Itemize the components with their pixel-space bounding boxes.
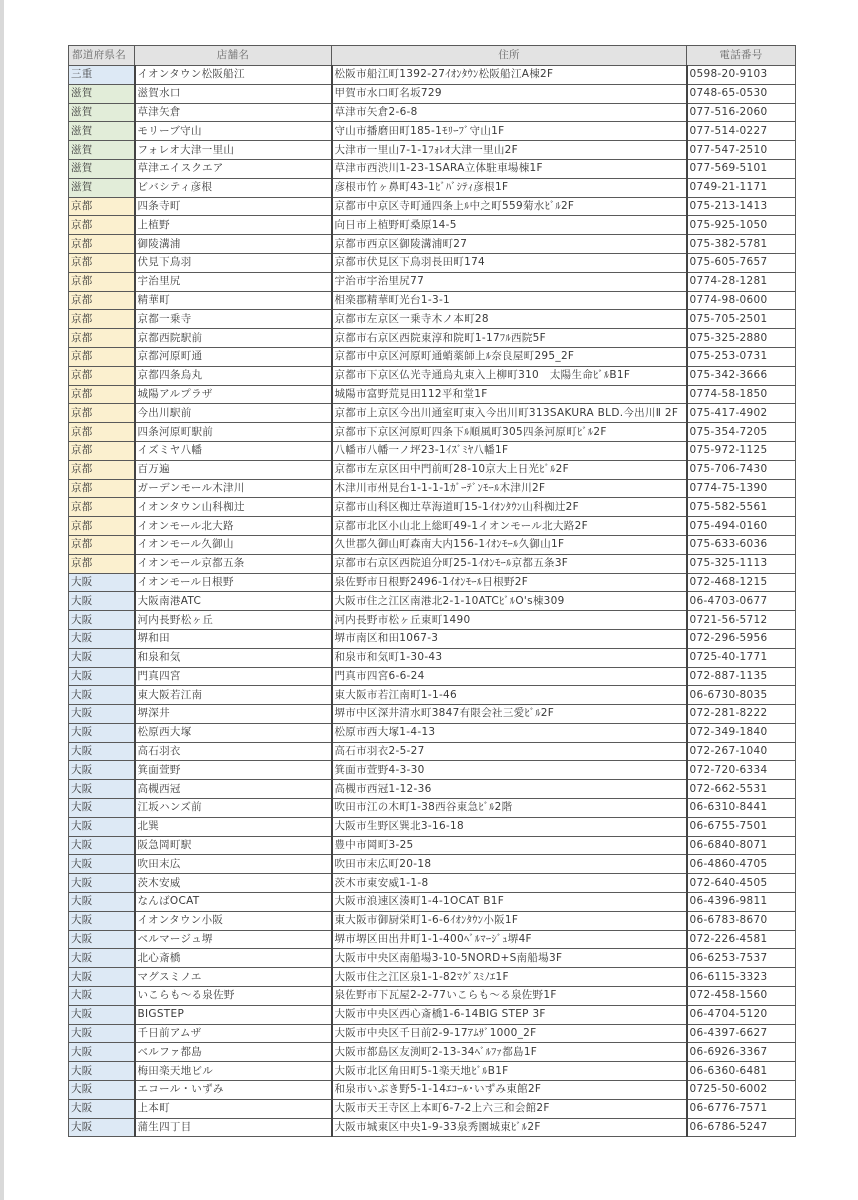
- prefecture-cell: 京都: [69, 517, 135, 536]
- table-row: [69, 1024, 796, 1043]
- prefecture-cell: 滋賀: [69, 122, 135, 141]
- address-cell: 木津川市州見台1-1-1-1ｶﾞｰﾃﾞﾝﾓｰﾙ木津川2F: [332, 479, 687, 498]
- phone-cell: 075-354-7205: [687, 423, 796, 442]
- prefecture-cell: 大阪: [69, 949, 135, 968]
- prefecture-cell: 滋賀: [69, 141, 135, 160]
- address-cell: 大阪市北区角田町5-1楽天地ﾋﾞﾙB1F: [332, 1062, 687, 1081]
- prefecture-cell: 大阪: [69, 1062, 135, 1081]
- store-name-cell: モリーブ守山: [135, 122, 332, 141]
- address-cell: 京都市西京区御陵溝浦町27: [332, 235, 687, 254]
- phone-cell: 075-605-7657: [687, 253, 796, 272]
- store-name-cell: 高槻西冠: [135, 780, 332, 799]
- store-name-cell: なんばOCAT: [135, 893, 332, 912]
- store-name-cell: 百万遍: [135, 460, 332, 479]
- prefecture-cell: 大阪: [69, 1081, 135, 1100]
- phone-cell: 06-4704-5120: [687, 1005, 796, 1024]
- store-name-cell: 京都西院駅前: [135, 329, 332, 348]
- store-name-cell: ビバシティ彦根: [135, 178, 332, 197]
- table-row: [69, 611, 796, 630]
- phone-cell: 0721-56-5712: [687, 611, 796, 630]
- address-cell: 草津市矢倉2-6-8: [332, 103, 687, 122]
- address-cell: 泉佐野市日根野2496-1ｲｵﾝﾓｰﾙ日根野2F: [332, 573, 687, 592]
- prefecture-cell: 大阪: [69, 836, 135, 855]
- store-name-cell: 草津矢倉: [135, 103, 332, 122]
- phone-cell: 06-6786-5247: [687, 1118, 796, 1137]
- prefecture-cell: 大阪: [69, 667, 135, 686]
- address-cell: 和泉市いぶき野5-1-14ｴｺｰﾙ･いずみ東館2F: [332, 1081, 687, 1100]
- table-row: [69, 742, 796, 761]
- prefecture-cell: 大阪: [69, 1005, 135, 1024]
- store-name-cell: 茨木安威: [135, 874, 332, 893]
- store-name-cell: 阪急岡町駅: [135, 836, 332, 855]
- store-name-cell: イオンモール京都五条: [135, 554, 332, 573]
- address-cell: 京都市上京区今出川通室町東入今出川町313SAKURA BLD.今出川Ⅱ 2F: [332, 404, 687, 423]
- address-cell: 堺市南区和田1067-3: [332, 629, 687, 648]
- store-name-cell: 箕面萱野: [135, 761, 332, 780]
- address-cell: 京都市下京区仏光寺通烏丸東入上柳町310 太陽生命ﾋﾞﾙB1F: [332, 366, 687, 385]
- table-row: [69, 911, 796, 930]
- store-name-cell: 松原西大塚: [135, 723, 332, 742]
- prefecture-cell: 大阪: [69, 705, 135, 724]
- store-name-cell: 滋賀水口: [135, 84, 332, 103]
- prefecture-cell: 京都: [69, 329, 135, 348]
- prefecture-cell: 大阪: [69, 611, 135, 630]
- store-name-cell: 城陽アルプラザ: [135, 385, 332, 404]
- address-cell: 城陽市富野荒見田112平和堂1F: [332, 385, 687, 404]
- prefecture-cell: 京都: [69, 460, 135, 479]
- address-cell: 吹田市江の木町1-38西谷東急ﾋﾞﾙ2階: [332, 799, 687, 818]
- table-row: [69, 592, 796, 611]
- phone-cell: 0748-65-0530: [687, 84, 796, 103]
- header-address: 住所: [332, 46, 687, 66]
- phone-cell: 06-6926-3367: [687, 1043, 796, 1062]
- address-cell: 大阪市浪速区湊町1-4-1OCAT B1F: [332, 893, 687, 912]
- table-row: [69, 479, 796, 498]
- address-cell: 京都市下京区河原町四条下ﾙ順風町305四条河原町ﾋﾞﾙ2F: [332, 423, 687, 442]
- prefecture-cell: 京都: [69, 291, 135, 310]
- table-row: [69, 648, 796, 667]
- table-row: [69, 855, 796, 874]
- store-name-cell: 御陵溝浦: [135, 235, 332, 254]
- store-name-cell: 草津エイスクエア: [135, 159, 332, 178]
- phone-cell: 0598-20-9103: [687, 66, 796, 85]
- phone-cell: 077-514-0227: [687, 122, 796, 141]
- store-name-cell: 梅田楽天地ビル: [135, 1062, 332, 1081]
- address-cell: 箕面市萱野4-3-30: [332, 761, 687, 780]
- address-cell: 大阪市城東区中央1-9-33泉秀園城東ﾋﾞﾙ2F: [332, 1118, 687, 1137]
- address-cell: 大阪市生野区巽北3-16-18: [332, 817, 687, 836]
- table-row: [69, 799, 796, 818]
- table-row: [69, 761, 796, 780]
- address-cell: 吹田市末広町20-18: [332, 855, 687, 874]
- table-row: [69, 159, 796, 178]
- table-row: [69, 1081, 796, 1100]
- table-row: [69, 930, 796, 949]
- store-name-cell: イオンタウン山科椥辻: [135, 498, 332, 517]
- table-row: [69, 84, 796, 103]
- prefecture-cell: 大阪: [69, 780, 135, 799]
- table-row: [69, 103, 796, 122]
- store-name-cell: 京都四条烏丸: [135, 366, 332, 385]
- table-row: [69, 1099, 796, 1118]
- table-row: [69, 1005, 796, 1024]
- store-name-cell: 河内長野松ヶ丘: [135, 611, 332, 630]
- phone-cell: 077-516-2060: [687, 103, 796, 122]
- table-row: [69, 686, 796, 705]
- phone-cell: 075-325-2880: [687, 329, 796, 348]
- phone-cell: 075-213-1413: [687, 197, 796, 216]
- table-row: [69, 404, 796, 423]
- address-cell: 宇治市宇治里尻77: [332, 272, 687, 291]
- prefecture-cell: 京都: [69, 554, 135, 573]
- prefecture-cell: 京都: [69, 253, 135, 272]
- address-cell: 高石市羽衣2-5-27: [332, 742, 687, 761]
- header-phone: 電話番号: [687, 46, 796, 66]
- address-cell: 草津市西渋川1-23-1SARA立体駐車場棟1F: [332, 159, 687, 178]
- prefecture-cell: 三重: [69, 66, 135, 85]
- store-name-cell: 京都河原町通: [135, 347, 332, 366]
- store-name-cell: フォレオ大津一里山: [135, 141, 332, 160]
- table-row: [69, 667, 796, 686]
- table-row: [69, 1118, 796, 1137]
- table-row: [69, 817, 796, 836]
- phone-cell: 075-925-1050: [687, 216, 796, 235]
- store-name-cell: 蒲生四丁目: [135, 1118, 332, 1137]
- prefecture-cell: 大阪: [69, 893, 135, 912]
- phone-cell: 0774-98-0600: [687, 291, 796, 310]
- prefecture-cell: 滋賀: [69, 178, 135, 197]
- store-name-cell: 今出川駅前: [135, 404, 332, 423]
- table-row: [69, 949, 796, 968]
- store-name-cell: 堺深井: [135, 705, 332, 724]
- table-row: [69, 629, 796, 648]
- prefecture-cell: 京都: [69, 423, 135, 442]
- table-row: [69, 272, 796, 291]
- table-row: [69, 535, 796, 554]
- address-cell: 大阪市天王寺区上本町6-7-2上六三和会館2F: [332, 1099, 687, 1118]
- phone-cell: 06-6310-8441: [687, 799, 796, 818]
- prefecture-cell: 京都: [69, 197, 135, 216]
- prefecture-cell: 京都: [69, 535, 135, 554]
- store-name-cell: イオンモール日根野: [135, 573, 332, 592]
- table-row: [69, 197, 796, 216]
- table-row: [69, 460, 796, 479]
- phone-cell: 072-640-4505: [687, 874, 796, 893]
- prefecture-cell: 大阪: [69, 930, 135, 949]
- address-cell: 東大阪市若江南町1-1-46: [332, 686, 687, 705]
- store-name-cell: ベルマージュ堺: [135, 930, 332, 949]
- address-cell: 門真市四宮6-6-24: [332, 667, 687, 686]
- store-name-cell: 千日前アムザ: [135, 1024, 332, 1043]
- phone-cell: 0774-28-1281: [687, 272, 796, 291]
- table-row: [69, 1062, 796, 1081]
- store-name-cell: 東大阪若江南: [135, 686, 332, 705]
- table-row: [69, 291, 796, 310]
- prefecture-cell: 大阪: [69, 742, 135, 761]
- address-cell: 東大阪市御厨栄町1-6-6ｲｵﾝﾀｳﾝ小阪1F: [332, 911, 687, 930]
- address-cell: 松阪市船江町1392-27ｲｵﾝﾀｳﾝ松阪船江A棟2F: [332, 66, 687, 85]
- phone-cell: 077-547-2510: [687, 141, 796, 160]
- address-cell: 堺市堺区田出井町1-1-400ﾍﾞﾙﾏｰｼﾞｭ堺4F: [332, 930, 687, 949]
- prefecture-cell: 大阪: [69, 686, 135, 705]
- prefecture-cell: 京都: [69, 216, 135, 235]
- prefecture-cell: 大阪: [69, 573, 135, 592]
- store-name-cell: 精華町: [135, 291, 332, 310]
- phone-cell: 075-972-1125: [687, 441, 796, 460]
- store-name-cell: 吹田末広: [135, 855, 332, 874]
- table-row: [69, 235, 796, 254]
- store-name-cell: 大阪南港ATC: [135, 592, 332, 611]
- address-cell: 京都市山科区椥辻草海道町15-1ｲｵﾝﾀｳﾝ山科椥辻2F: [332, 498, 687, 517]
- prefecture-cell: 滋賀: [69, 159, 135, 178]
- phone-cell: 06-4396-9811: [687, 893, 796, 912]
- prefecture-cell: 大阪: [69, 629, 135, 648]
- store-name-cell: イズミヤ八幡: [135, 441, 332, 460]
- table-row: [69, 968, 796, 987]
- phone-cell: 06-4703-0677: [687, 592, 796, 611]
- phone-cell: 0774-75-1390: [687, 479, 796, 498]
- store-name-cell: 上植野: [135, 216, 332, 235]
- prefecture-cell: 京都: [69, 272, 135, 291]
- phone-cell: 072-720-6334: [687, 761, 796, 780]
- header-prefecture: 都道府県名: [69, 46, 135, 66]
- address-cell: 京都市左京区田中門前町28-10京大上日光ﾋﾞﾙ2F: [332, 460, 687, 479]
- address-cell: 久世郡久御山町森南大内156-1ｲｵﾝﾓｰﾙ久御山1F: [332, 535, 687, 554]
- phone-cell: 06-6776-7571: [687, 1099, 796, 1118]
- prefecture-cell: 京都: [69, 310, 135, 329]
- phone-cell: 06-6730-8035: [687, 686, 796, 705]
- prefecture-cell: 大阪: [69, 648, 135, 667]
- table-row: [69, 216, 796, 235]
- address-cell: 茨木市東安威1-1-8: [332, 874, 687, 893]
- address-cell: 京都市中京区河原町通蛸薬師上ﾙ奈良屋町295_2F: [332, 347, 687, 366]
- phone-cell: 077-569-5101: [687, 159, 796, 178]
- table-row: [69, 178, 796, 197]
- phone-cell: 075-582-5561: [687, 498, 796, 517]
- address-cell: 京都市右京区西院東淳和院町1-17ﾌﾙ西院5F: [332, 329, 687, 348]
- store-name-cell: ガーデンモール木津川: [135, 479, 332, 498]
- phone-cell: 06-6755-7501: [687, 817, 796, 836]
- address-cell: 大阪市都島区友渕町2-13-34ﾍﾞﾙﾌｧ都島1F: [332, 1043, 687, 1062]
- address-cell: 河内長野市松ヶ丘東町1490: [332, 611, 687, 630]
- phone-cell: 0774-58-1850: [687, 385, 796, 404]
- address-cell: 甲賀市水口町名坂729: [332, 84, 687, 103]
- prefecture-cell: 大阪: [69, 1118, 135, 1137]
- phone-cell: 075-382-5781: [687, 235, 796, 254]
- prefecture-cell: 滋賀: [69, 84, 135, 103]
- prefecture-cell: 大阪: [69, 1043, 135, 1062]
- prefecture-cell: 大阪: [69, 1099, 135, 1118]
- address-cell: 大阪市中央区南船場3-10-5NORD+S南船場3F: [332, 949, 687, 968]
- page-edge: [0, 0, 4, 1200]
- address-cell: 守山市播磨田町185-1ﾓﾘｰﾌﾞ守山1F: [332, 122, 687, 141]
- store-name-cell: 江坂ハンズ前: [135, 799, 332, 818]
- table-row: [69, 498, 796, 517]
- address-cell: 堺市中区深井清水町3847有限会社三愛ﾋﾞﾙ2F: [332, 705, 687, 724]
- prefecture-cell: 大阪: [69, 1024, 135, 1043]
- table-row: [69, 310, 796, 329]
- phone-cell: 0725-50-6002: [687, 1081, 796, 1100]
- phone-cell: 072-887-1135: [687, 667, 796, 686]
- phone-cell: 072-662-5531: [687, 780, 796, 799]
- address-cell: 和泉市和気町1-30-43: [332, 648, 687, 667]
- table-row: [69, 441, 796, 460]
- phone-cell: 072-281-8222: [687, 705, 796, 724]
- table-row: [69, 423, 796, 442]
- phone-cell: 075-494-0160: [687, 517, 796, 536]
- address-cell: 大阪市住之江区南港北2-1-10ATCﾋﾞﾙO's棟309: [332, 592, 687, 611]
- store-name-cell: マグスミノエ: [135, 968, 332, 987]
- table-row: [69, 366, 796, 385]
- table-row: [69, 253, 796, 272]
- table-row: [69, 554, 796, 573]
- table-header-row: [69, 46, 796, 66]
- prefecture-cell: 滋賀: [69, 103, 135, 122]
- table-row: [69, 705, 796, 724]
- table-row: [69, 347, 796, 366]
- store-name-cell: 北巽: [135, 817, 332, 836]
- store-name-cell: 宇治里尻: [135, 272, 332, 291]
- prefecture-cell: 大阪: [69, 592, 135, 611]
- address-cell: 松原市西大塚1-4-13: [332, 723, 687, 742]
- address-cell: 泉佐野市下瓦屋2-2-77いこらも～る泉佐野1F: [332, 987, 687, 1006]
- phone-cell: 06-4397-6627: [687, 1024, 796, 1043]
- table-row: [69, 987, 796, 1006]
- store-name-cell: 高石羽衣: [135, 742, 332, 761]
- store-name-cell: 門真四宮: [135, 667, 332, 686]
- prefecture-cell: 大阪: [69, 855, 135, 874]
- store-name-cell: エコール・いずみ: [135, 1081, 332, 1100]
- address-cell: 彦根市竹ヶ鼻町43-1ﾋﾞﾊﾞｼﾃｨ彦根1F: [332, 178, 687, 197]
- prefecture-cell: 京都: [69, 479, 135, 498]
- table-row: [69, 780, 796, 799]
- prefecture-cell: 大阪: [69, 723, 135, 742]
- store-name-cell: 四条寺町: [135, 197, 332, 216]
- store-name-cell: 堺和田: [135, 629, 332, 648]
- address-cell: 京都市左京区一乗寺木ノ本町28: [332, 310, 687, 329]
- phone-cell: 06-6115-3323: [687, 968, 796, 987]
- prefecture-cell: 大阪: [69, 761, 135, 780]
- store-name-cell: 四条河原町駅前: [135, 423, 332, 442]
- store-name-cell: ベルファ都島: [135, 1043, 332, 1062]
- phone-cell: 072-458-1560: [687, 987, 796, 1006]
- store-name-cell: いこらも～る泉佐野: [135, 987, 332, 1006]
- store-name-cell: 北心斎橋: [135, 949, 332, 968]
- phone-cell: 072-267-1040: [687, 742, 796, 761]
- store-name-cell: イオンタウン小阪: [135, 911, 332, 930]
- prefecture-cell: 京都: [69, 441, 135, 460]
- table-row: [69, 573, 796, 592]
- table-row: [69, 893, 796, 912]
- store-name-cell: 上本町: [135, 1099, 332, 1118]
- table-row: [69, 1043, 796, 1062]
- address-cell: 大阪市中央区西心斎橋1-6-14BIG STEP 3F: [332, 1005, 687, 1024]
- address-cell: 大阪市住之江区泉1-1-82ﾏｸﾞｽﾐﾉｴ1F: [332, 968, 687, 987]
- prefecture-cell: 京都: [69, 366, 135, 385]
- address-cell: 京都市中京区寺町通四条上ﾙ中之町559菊水ﾋﾞﾙ2F: [332, 197, 687, 216]
- address-cell: 京都市右京区西院追分町25-1ｲｵﾝﾓｰﾙ京都五条3F: [332, 554, 687, 573]
- phone-cell: 072-226-4581: [687, 930, 796, 949]
- phone-cell: 072-296-5956: [687, 629, 796, 648]
- store-name-cell: イオンタウン松阪船江: [135, 66, 332, 85]
- address-cell: 向日市上植野町桑原14-5: [332, 216, 687, 235]
- address-cell: 高槻市西冠1-12-36: [332, 780, 687, 799]
- table-row: [69, 517, 796, 536]
- table-row: [69, 66, 796, 85]
- store-name-cell: 和泉和気: [135, 648, 332, 667]
- store-name-cell: 京都一乗寺: [135, 310, 332, 329]
- phone-cell: 075-706-7430: [687, 460, 796, 479]
- table-body: [69, 66, 796, 1137]
- header-store-name: 店舗名: [135, 46, 332, 66]
- address-cell: 相楽郡精華町光台1-3-1: [332, 291, 687, 310]
- address-cell: 大阪市中央区千日前2-9-17ｱﾑｻﾞ1000_2F: [332, 1024, 687, 1043]
- prefecture-cell: 大阪: [69, 817, 135, 836]
- prefecture-cell: 京都: [69, 235, 135, 254]
- prefecture-cell: 京都: [69, 404, 135, 423]
- phone-cell: 075-417-4902: [687, 404, 796, 423]
- phone-cell: 075-253-0731: [687, 347, 796, 366]
- phone-cell: 072-349-1840: [687, 723, 796, 742]
- phone-cell: 075-342-3666: [687, 366, 796, 385]
- prefecture-cell: 大阪: [69, 911, 135, 930]
- prefecture-cell: 大阪: [69, 987, 135, 1006]
- phone-cell: 072-468-1215: [687, 573, 796, 592]
- table-row: [69, 723, 796, 742]
- phone-cell: 075-325-1113: [687, 554, 796, 573]
- address-cell: 八幡市八幡一ノ坪23-1ｲｽﾞﾐﾔ八幡1F: [332, 441, 687, 460]
- phone-cell: 06-6840-8071: [687, 836, 796, 855]
- phone-cell: 0725-40-1771: [687, 648, 796, 667]
- phone-cell: 075-705-2501: [687, 310, 796, 329]
- prefecture-cell: 大阪: [69, 874, 135, 893]
- prefecture-cell: 京都: [69, 498, 135, 517]
- phone-cell: 0749-21-1171: [687, 178, 796, 197]
- prefecture-cell: 京都: [69, 385, 135, 404]
- table-row: [69, 329, 796, 348]
- prefecture-cell: 大阪: [69, 968, 135, 987]
- store-name-cell: 伏見下鳥羽: [135, 253, 332, 272]
- address-cell: 大津市一里山7-1-1ﾌｫﾚｵ大津一里山2F: [332, 141, 687, 160]
- store-list-table: [68, 45, 796, 1137]
- phone-cell: 06-6783-8670: [687, 911, 796, 930]
- address-cell: 京都市北区小山北上総町49-1イオンモール北大路2F: [332, 517, 687, 536]
- address-cell: 京都市伏見区下鳥羽長田町174: [332, 253, 687, 272]
- store-name-cell: イオンモール北大路: [135, 517, 332, 536]
- store-name-cell: イオンモール久御山: [135, 535, 332, 554]
- phone-cell: 075-633-6036: [687, 535, 796, 554]
- phone-cell: 06-4860-4705: [687, 855, 796, 874]
- table-row: [69, 385, 796, 404]
- store-name-cell: BIGSTEP: [135, 1005, 332, 1024]
- prefecture-cell: 大阪: [69, 799, 135, 818]
- table-row: [69, 122, 796, 141]
- table-row: [69, 874, 796, 893]
- prefecture-cell: 京都: [69, 347, 135, 366]
- address-cell: 豊中市岡町3-25: [332, 836, 687, 855]
- table-row: [69, 836, 796, 855]
- phone-cell: 06-6253-7537: [687, 949, 796, 968]
- phone-cell: 06-6360-6481: [687, 1062, 796, 1081]
- table-row: [69, 141, 796, 160]
